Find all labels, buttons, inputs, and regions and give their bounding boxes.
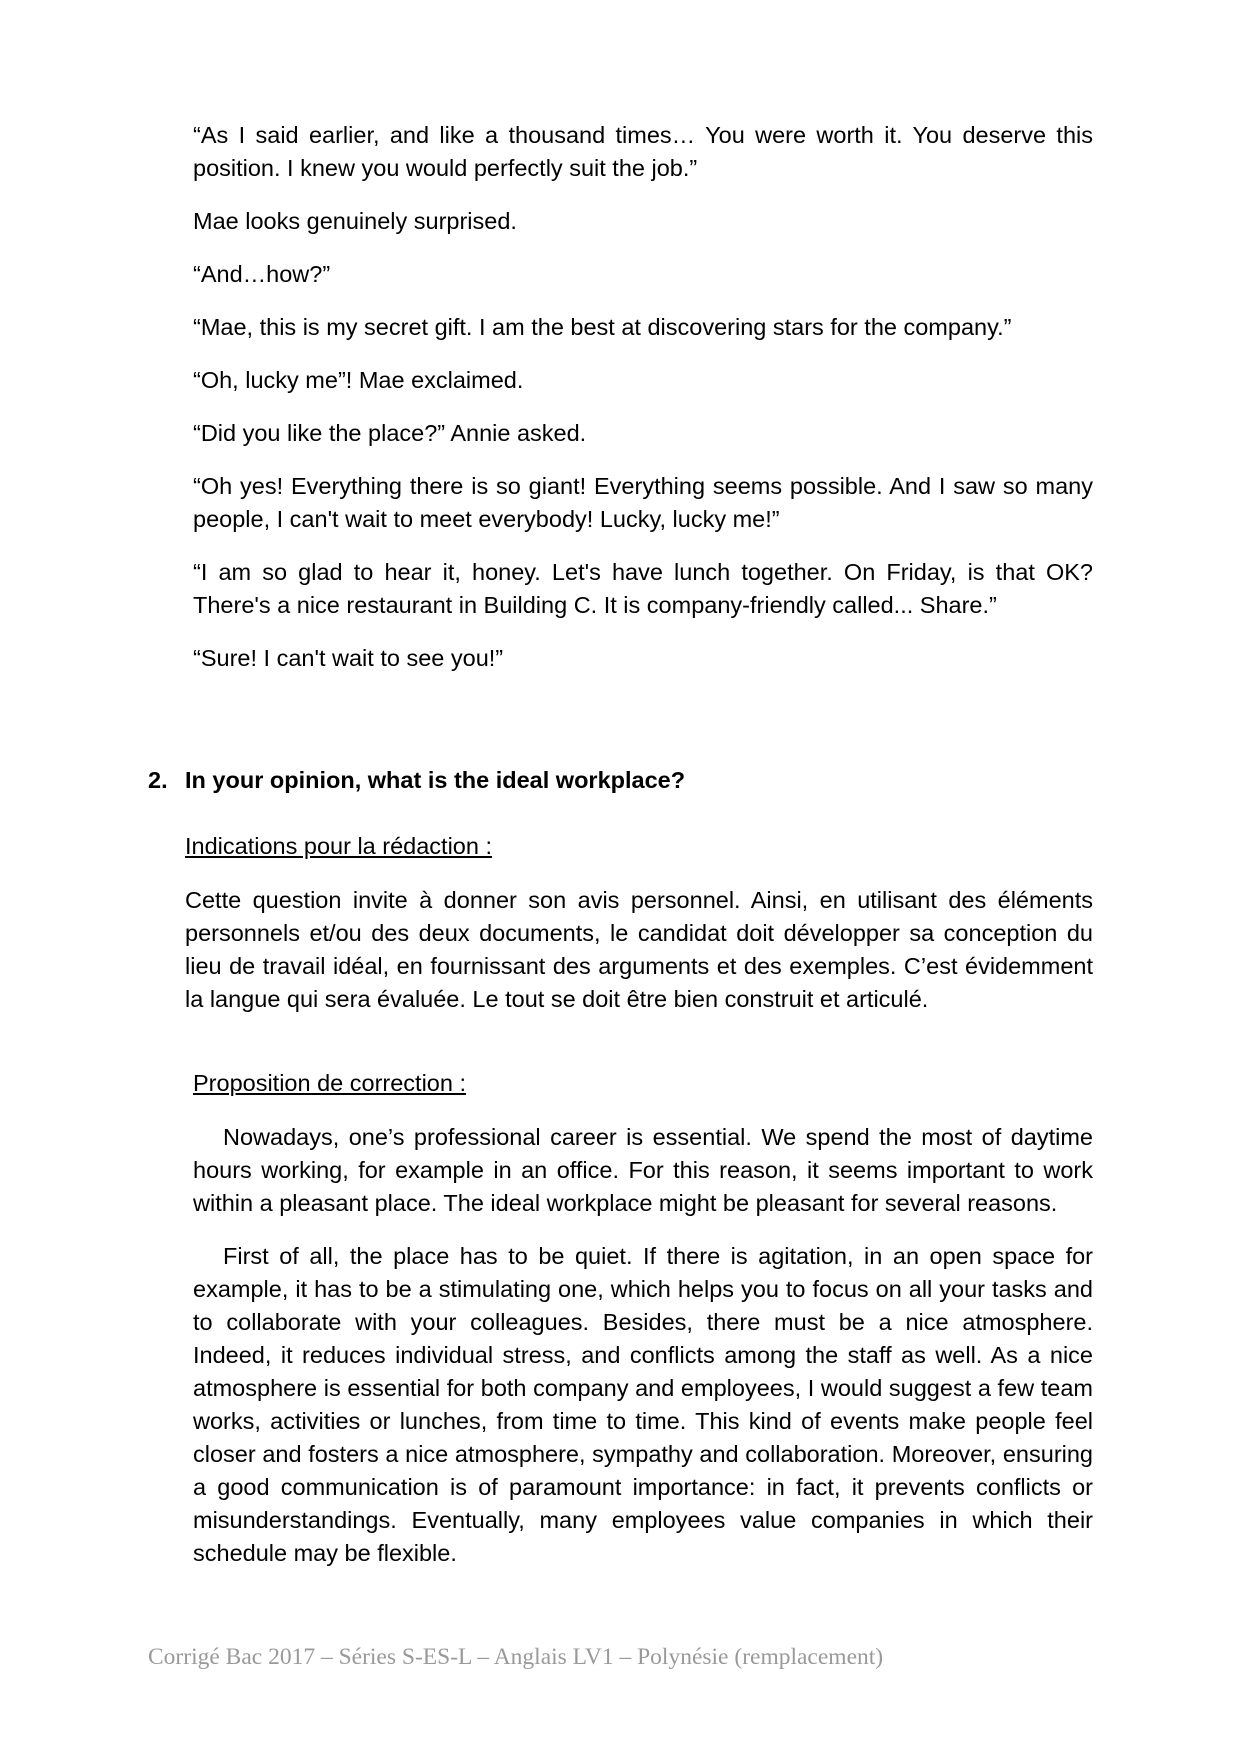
indications-heading: Indications pour la rédaction : [185,833,492,859]
question-number: 2. [148,767,168,793]
dialogue-line: “Mae, this is my secret gift. I am the best at discovering stars for the company.” [193,314,1012,340]
dialogue-section [193,119,1093,695]
dialogue-line: “And…how?” [193,261,331,287]
answer-paragraph: First of all, the place has to be quiet. If there is agitation, in an open space for example, it has to be a stimulating one, which helps you to focus on all your tasks and to collaborate with your colleagues. Besides, there must be a nice atmosphere. Indeed, it reduces individual stress, and conflicts among the staff as well. As a nice atmosphere is essential for both company and employees, I would suggest a few team works, activities or lunches, from time to time. This kind of events make people feel closer and fosters a nice atmosphere, sympathy and collaboration. Moreover, ensuring a good communication is of paramount importance: in fact, it prevents conflicts or misunderstandings. Eventually, many employees value companies in which their schedule may be flexible. [193,1243,1093,1566]
dialogue-line: “Did you like the place?” Annie asked. [193,420,587,446]
dialogue-line: Mae looks genuinely surprised. [193,208,517,234]
question-heading [148,764,1098,797]
page-footer: Corrigé Bac 2017 – Séries S-ES-L – Anglais LV1 – Polynésie (remplacement) [148,1644,884,1670]
question-text: In your opinion, what is the ideal workplace? [185,767,686,793]
dialogue-line: “I am so glad to hear it, honey. Let's have lunch together. On Friday, is that OK? There's a nice restaurant in Building C. It is company-friendly called... Share.” [193,559,1093,618]
dialogue-line: “Sure! I can't wait to see you!” [193,645,504,671]
indications-body: Cette question invite à donner son avis personnel. Ainsi, en utilisant des éléments personnels et/ou des deux documents, le candidat doit développer sa conception du lieu de travail idéal, en fournissant des arguments et des exemples. C’est évidemment la langue qui sera évaluée. Le tout se doit être bien construit et articulé. [185,887,1093,1012]
dialogue-line: “As I said earlier, and like a thousand times… You were worth it. You deserve this position. I knew you would perfectly suit the job.” [193,122,1093,181]
proposition-heading: Proposition de correction : [193,1070,467,1096]
dialogue-line: “Oh, lucky me”! Mae exclaimed. [193,367,524,393]
answer-paragraph: Nowadays, one’s professional career is essential. We spend the most of daytime hours working, for example in an office. For this reason, it seems important to work within a pleasant place. The ideal workplace might be pleasant for several reasons. [193,1124,1093,1216]
answer-section [193,1121,1093,1590]
dialogue-line: “Oh yes! Everything there is so giant! Everything seems possible. And I saw so many people, I can't wait to meet everybody! Lucky, lucky me!” [193,473,1093,532]
